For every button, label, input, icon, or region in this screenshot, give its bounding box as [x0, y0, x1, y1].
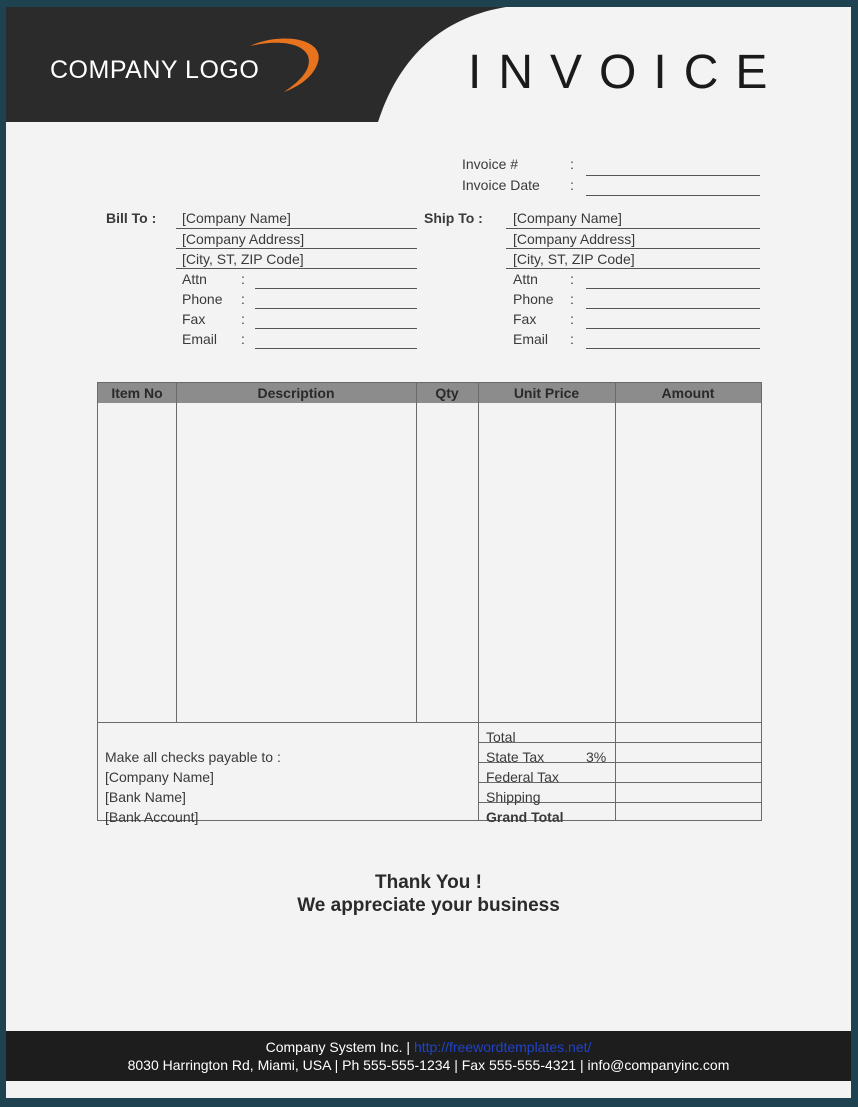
- items-body-bottom-line: [98, 722, 761, 723]
- bill-to-company: [Company Name]: [182, 210, 291, 226]
- col-header-amount: Amount: [661, 385, 715, 401]
- ship-to-address: [Company Address]: [513, 231, 636, 247]
- ship-to-email-field[interactable]: [586, 348, 760, 349]
- payment-bank-account: [Bank Account]: [105, 809, 199, 825]
- ship-to-city: [City, ST, ZIP Code]: [513, 251, 635, 267]
- ship-to-city-line: [506, 268, 760, 269]
- ship-to-email-label: Email: [513, 331, 549, 347]
- ship-to-company: [Company Name]: [513, 210, 622, 226]
- bill-to-company-line: [176, 228, 417, 229]
- bill-to-email-colon: :: [241, 331, 245, 347]
- col-divider: [478, 383, 479, 820]
- ship-to-phone-label: Phone: [513, 291, 554, 307]
- col-header-description: Description: [257, 385, 335, 401]
- col-header-qty: Qty: [435, 385, 459, 401]
- invoice-number-field[interactable]: [586, 175, 760, 176]
- company-logo-text: COMPANY LOGO: [50, 56, 260, 84]
- items-table: [97, 382, 762, 825]
- bill-to-label: Bill To :: [106, 210, 157, 226]
- bill-to-fax-field[interactable]: [255, 328, 417, 329]
- total-label: Total: [486, 729, 516, 745]
- bill-to-address-line: [176, 248, 417, 249]
- state-tax-rate: 3%: [586, 749, 607, 765]
- table-header-row: [98, 383, 761, 403]
- thank-you-text: Thank You !: [375, 872, 482, 893]
- ship-to-phone-colon: :: [570, 291, 574, 307]
- totals-row-line: [478, 742, 761, 743]
- ship-to-attn-field[interactable]: [586, 288, 760, 289]
- footer-address-line: 8030 Harrington Rd, Miami, USA | Ph 555-555-1234 | Fax 555-555-4321 | info@companyinc.com: [127, 1057, 730, 1073]
- ship-to-fax-colon: :: [570, 311, 574, 327]
- bill-to-attn-field[interactable]: [255, 288, 417, 289]
- ship-to-label: Ship To :: [424, 210, 483, 226]
- ship-to-fax-field[interactable]: [586, 328, 760, 329]
- footer-company-line: [6, 1039, 851, 1055]
- bill-to-fax-colon: :: [241, 311, 245, 327]
- ship-to-phone-field[interactable]: [586, 308, 760, 309]
- bill-to-address: [Company Address]: [182, 231, 305, 247]
- payment-instructions: Make all checks payable to :: [105, 749, 281, 765]
- grand-total-label: Grand Total: [486, 809, 564, 825]
- bill-to-phone-field[interactable]: [255, 308, 417, 309]
- payment-bank-name: [Bank Name]: [105, 789, 186, 805]
- col-header-item-no: Item No: [111, 385, 163, 401]
- appreciation-text: We appreciate your business: [297, 895, 560, 916]
- bill-to-email-label: Email: [182, 331, 218, 347]
- footer-website-link[interactable]: http://freewordtemplates.net/: [413, 1039, 592, 1055]
- footer-company-name: Company System Inc. |: [265, 1039, 411, 1055]
- ship-to-attn-colon: :: [570, 271, 574, 287]
- logo-swoosh-icon: [240, 34, 330, 94]
- col-divider: [176, 383, 177, 722]
- invoice-page: [6, 7, 851, 1098]
- col-divider: [615, 383, 616, 820]
- federal-tax-label: Federal Tax: [486, 769, 559, 785]
- col-header-unit-price: Unit Price: [513, 385, 580, 401]
- invoice-date-label: Invoice Date: [462, 177, 540, 193]
- ship-to-address-line: [506, 248, 760, 249]
- bill-to-attn-label: Attn: [182, 271, 207, 287]
- invoice-date-colon: :: [570, 177, 574, 193]
- invoice-date-field[interactable]: [586, 195, 760, 196]
- invoice-number-label: Invoice #: [462, 156, 519, 172]
- ship-to-company-line: [506, 228, 760, 229]
- bill-to-phone-colon: :: [241, 291, 245, 307]
- invoice-number-colon: :: [570, 156, 574, 172]
- bill-to-attn-colon: :: [241, 271, 245, 287]
- ship-to-fax-label: Fax: [513, 311, 537, 327]
- bill-to-city: [City, ST, ZIP Code]: [182, 251, 304, 267]
- bill-to-city-line: [176, 268, 417, 269]
- shipping-label: Shipping: [486, 789, 541, 805]
- bill-to-phone-label: Phone: [182, 291, 223, 307]
- ship-to-attn-label: Attn: [513, 271, 538, 287]
- ship-to-email-colon: :: [570, 331, 574, 347]
- payment-company-name: [Company Name]: [105, 769, 214, 785]
- bill-to-email-field[interactable]: [255, 348, 417, 349]
- state-tax-label: State Tax: [486, 749, 545, 765]
- col-divider: [416, 383, 417, 722]
- footer-band: [6, 1031, 851, 1081]
- invoice-title: INVOICE: [468, 46, 785, 99]
- bill-to-fax-label: Fax: [182, 311, 206, 327]
